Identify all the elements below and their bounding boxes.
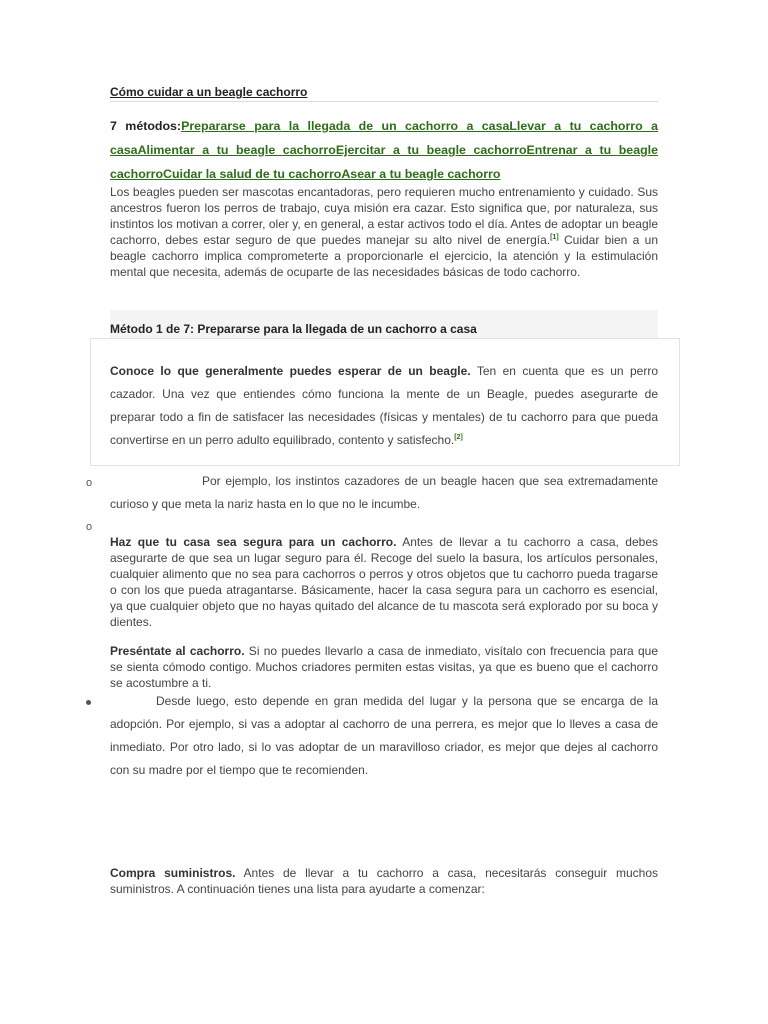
reference-2[interactable]: [2]	[454, 434, 463, 441]
reference-1[interactable]: [1]	[550, 234, 559, 241]
intro-text-2: Cuidar bien a un beagle cachorro implica comprometerte a proporcionarle el ejercicio, la atención y la estimulación mental que necesita, además de ocuparte de las necesidades básicas de todo cachorro.	[110, 233, 658, 279]
step-2-title: Haz que tu casa sea segura para un cachorro.	[110, 535, 397, 549]
step-2-body: Antes de llevar a tu cachorro a casa, debes asegurarte de que sea un lugar seguro para él. Recoge del suelo la basura, los artículos personales, cualquier alimento que no sea para cachorros o perros y otros objetos que tu cachorro pueda tragarse o con los que pueda atragantarse. Básicamente, hacer la casa segura para un cachorro es esencial, ya que cualquier objeto que no hayas quitado del alcance de tu mascota será explorado por su boca y dientes.	[110, 535, 658, 629]
step-2	[110, 534, 658, 630]
step-3	[110, 643, 658, 691]
method-link-1[interactable]: Prepararse para la llegada de un cachorro a casa	[181, 119, 510, 133]
method-link-2[interactable]: Llevar a tu cachorro a casa	[110, 119, 658, 157]
methods-list	[110, 114, 658, 186]
step-4-title: Compra suministros.	[110, 866, 236, 880]
methods-lead: 7 métodos:	[110, 119, 182, 133]
method-link-3[interactable]: Alimentar a tu beagle cachorro	[137, 143, 336, 157]
sub-point-2-text: Desde luego, esto depende en gran medida del lugar y la persona que se encarga de la adopción. Por ejemplo, si vas a adoptar al cachorro de una perrera, es mejor que lo lleves a casa de inmediato. Por otro lado, si lo vas adoptar de un maravilloso criador, es mejor que dejes al cachorro con su madre por el tiempo que te recomienden.	[110, 694, 658, 777]
method-link-7[interactable]: Asear a tu beagle cachorro	[341, 167, 501, 181]
intro-paragraph	[110, 184, 658, 280]
step-3-title: Preséntate al cachorro.	[110, 644, 245, 658]
method-heading	[110, 310, 658, 338]
method-link-5[interactable]: Entrenar a tu beagle cachorro	[110, 143, 658, 181]
bullet-marker-2: o	[86, 521, 93, 533]
page-title: Cómo cuidar a un beagle cachorro	[110, 84, 658, 102]
step-4	[110, 865, 658, 897]
method-heading-text: Método 1 de 7: Prepararse para la llegada de un cachorro a casa	[110, 322, 477, 336]
step-3-body: Si no puedes llevarlo a casa de inmediato, visítalo con frecuencia para que se sienta cómodo contigo. Muchos criadores permiten estas visitas, ya que es bueno que el cachorro se acostumbre a ti.	[110, 644, 659, 690]
step-4-body: Antes de llevar a tu cachorro a casa, necesitarás conseguir muchos suministros. A continuación tienes una lista para ayudarte a comenzar:	[110, 866, 658, 896]
sub-point-1	[110, 470, 658, 516]
step-1-title: Conoce lo que generalmente puedes esperar de un beagle.	[110, 364, 471, 378]
sub-point-2	[110, 690, 658, 782]
step-1-body: Ten en cuenta que es un perro cazador. Una vez que entiendes cómo funciona la mente de un Beagle, puedes asegurarte de preparar todo a fin de satisfacer las necesidades (físicas y mentales) de tu cachorro para que pueda convertirse en un perro adulto equilibrado, contento y satisfecho.	[110, 364, 659, 447]
sub-point-1-text: Por ejemplo, los instintos cazadores de un beagle hacen que sea extremadamente curioso y que meta la nariz hasta en lo que no le incumbe.	[110, 474, 658, 511]
bullet-dot	[86, 700, 91, 705]
bullet-marker-1: o	[86, 477, 93, 489]
method-link-4[interactable]: Ejercitar a tu beagle cachorro	[335, 143, 527, 157]
intro-text-1: Los beagles pueden ser mascotas encantadoras, pero requieren mucho entrenamiento y cuidado. Sus ancestros fueron los perros de trabajo, cuya misión era cazar. Esto significa que, por naturaleza, sus instintos los motivan a correr, oler y, en general, a estar activos todo el día. Antes de adoptar un beagle cachorro, debes estar seguro de que puedes manejar su alto nivel de energía.	[110, 185, 658, 247]
step-1	[110, 360, 658, 452]
method-link-6[interactable]: Cuidar la salud de tu cachorro	[163, 167, 342, 181]
